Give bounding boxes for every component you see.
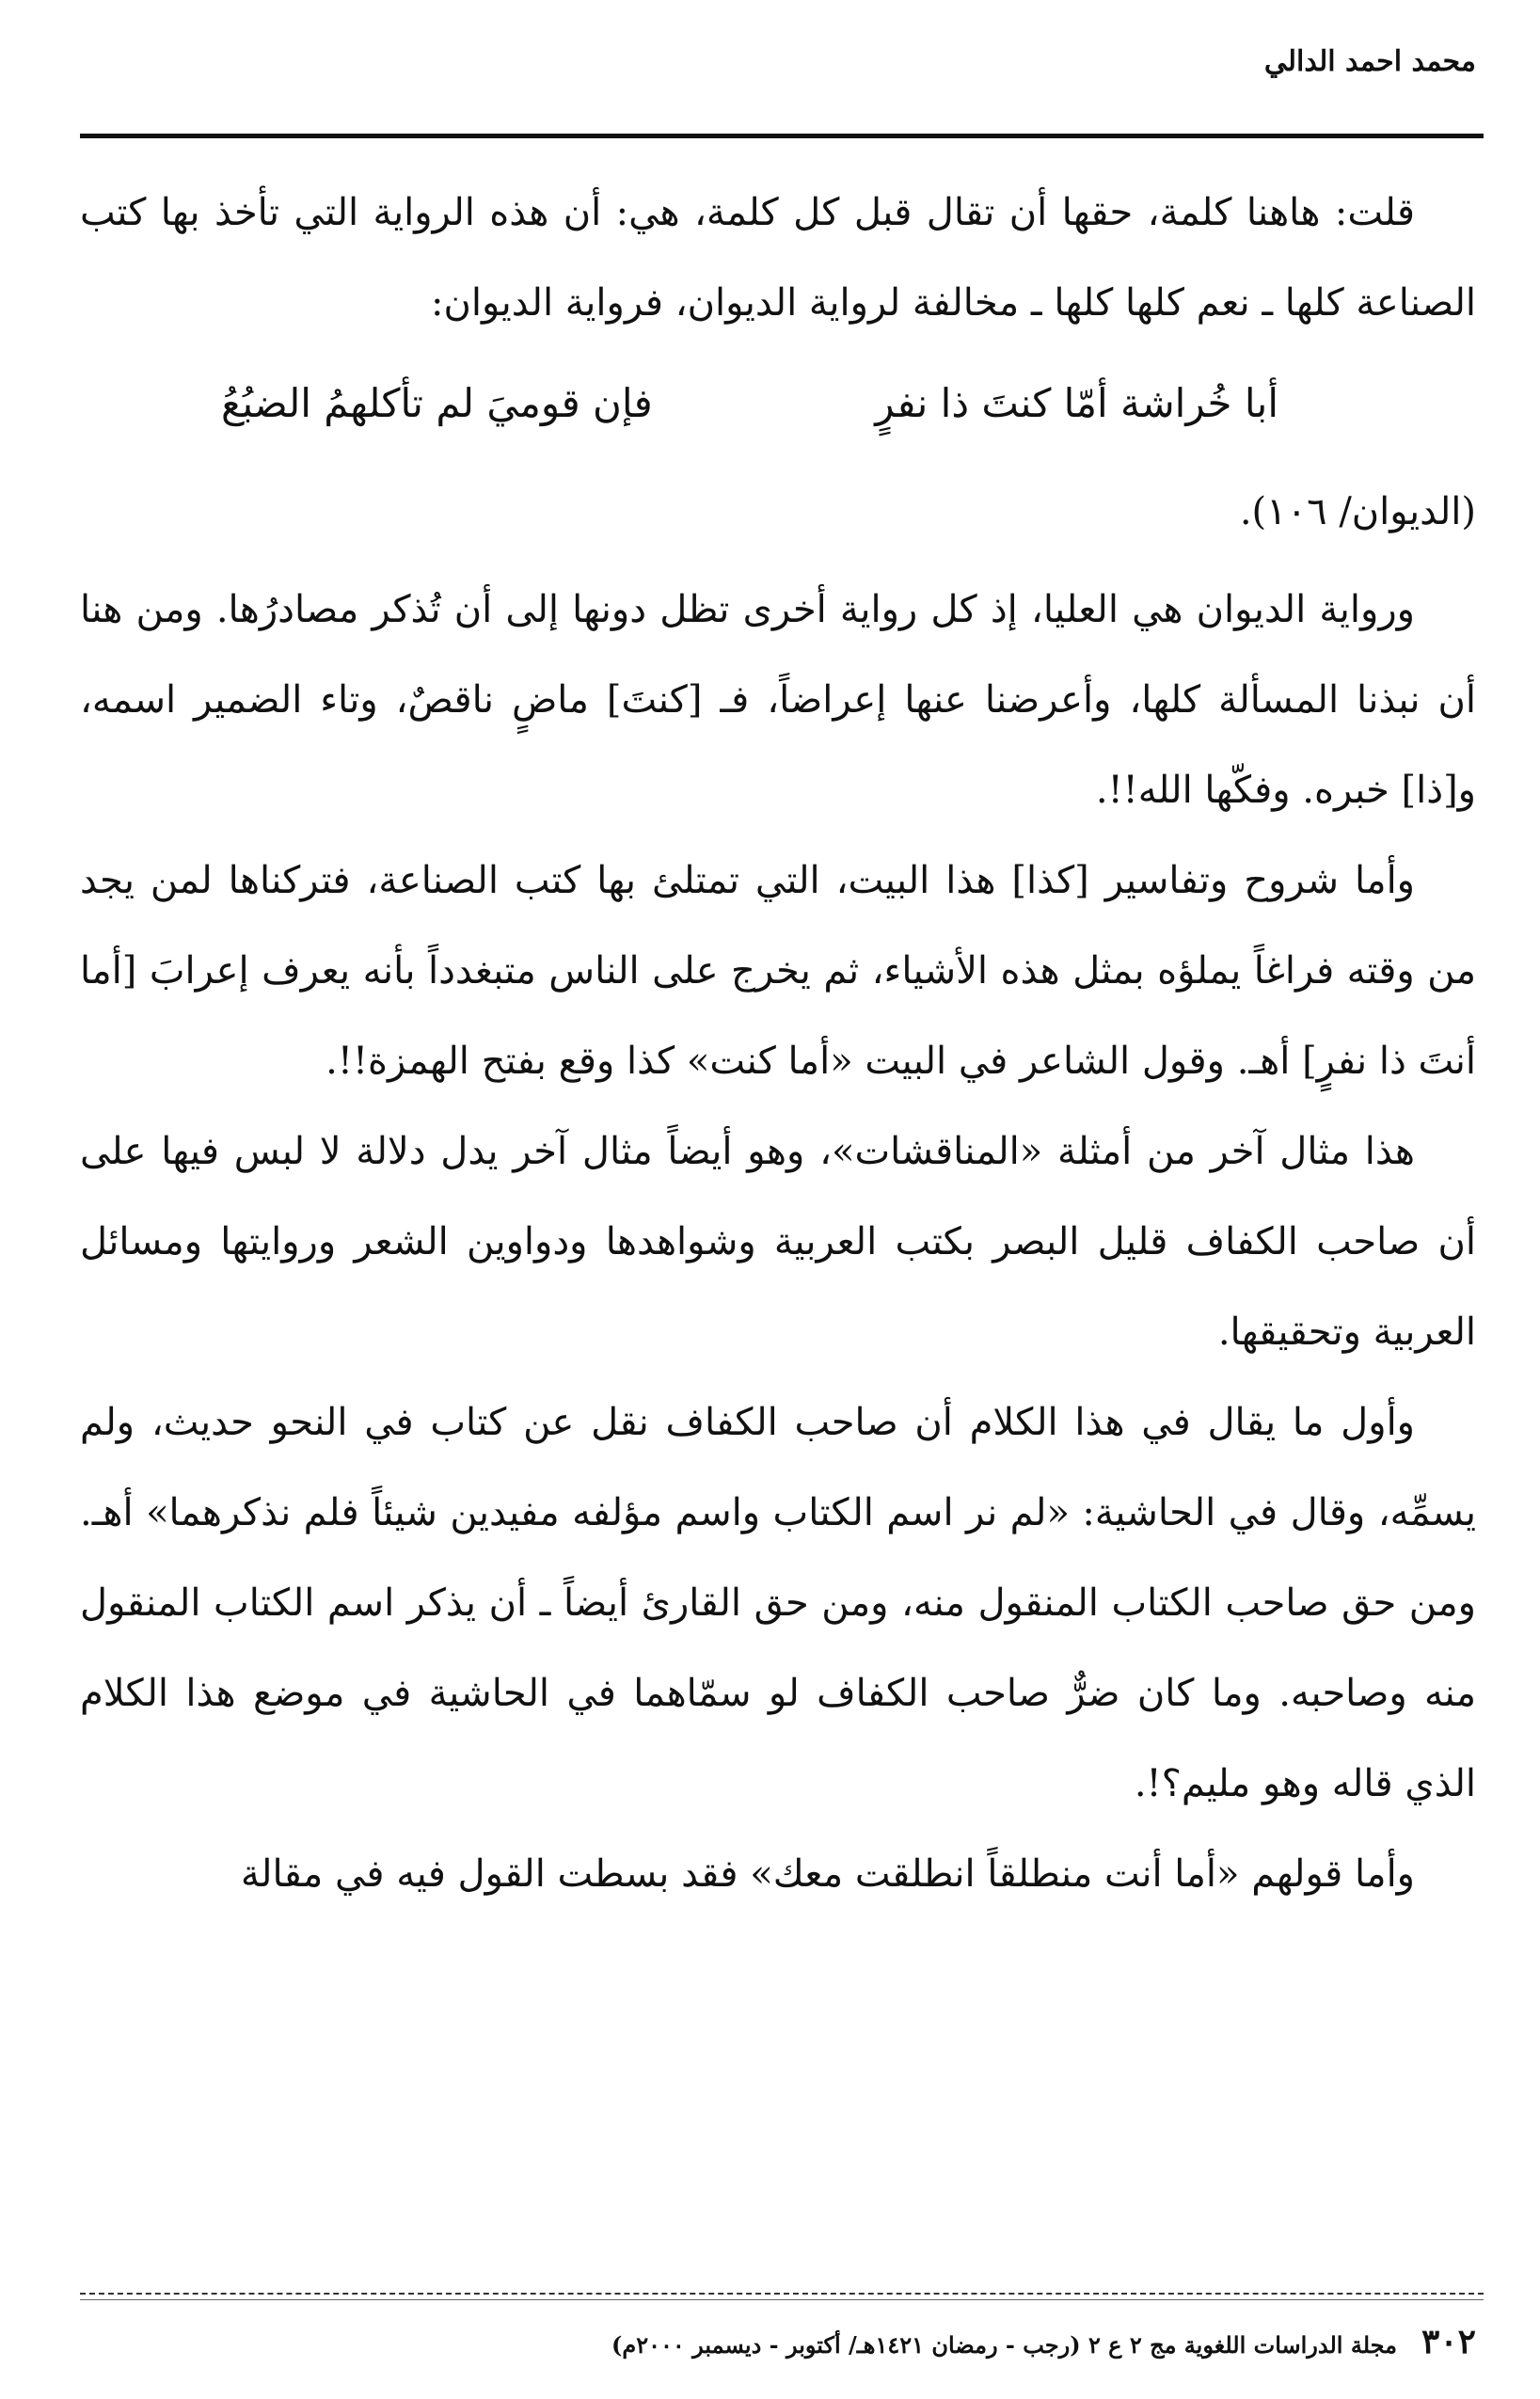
body-text	[80, 167, 1476, 1919]
poetry-verse	[80, 348, 1476, 459]
running-head-author: محمد احمد الدالي	[1263, 45, 1476, 78]
paragraph-6: وأما قولهم «أما أنت منطلقاً انطلقت معك» فقد بسطت القول فيه في مقالة	[240, 1852, 1415, 1896]
verse-second-hemistich: فإن قوميَ لم تأكلهمُ الضبُعُ	[221, 380, 653, 426]
paragraph-5: وأول ما يقال في هذا الكلام أن صاحب الكفاف نقل عن كتاب في النحو حديث، ولم يسمِّه، وقال في الحاشية: «لم نر اسم الكتاب واسم مؤلفه مفيدين شيئاً فلم نذكرهما» أهـ. ومن حق صاحب الكتاب المنقول منه، ومن حق القارئ أيضاً ـ أن يذكر اسم الكتاب المنقول منه وصاحبه. وما كان ضرٌّ صاحب الكفاف لو سمّاهما في الحاشية في موضع هذا الكلام الذي قاله وهو مليم؟!.	[80, 1401, 1477, 1805]
paragraph-4: هذا مثال آخر من أمثلة «المناقشات»، وهو أيضاً مثال آخر يدل دلالة لا لبس فيها على أن صاحب الكفاف قليل البصر بكتب العربية وشواهدها ودواوين الشعر وروايتها ومسائل العربية وتحقيقها.	[80, 1130, 1476, 1354]
journal-citation: مجلة الدراسات اللغوية مج ٢ ع ٢ (رجب - رمضان ١٤٢١هـ/ أكتوبر - ديسمبر ٢٠٠٠م)	[611, 2331, 1397, 2359]
verse-first-hemistich: أبا خُراشة أمّا كنتَ ذا نفرٍ	[875, 380, 1278, 426]
paragraph-1: قلت: هاهنا كلمة، حقها أن تقال قبل كل كلمة، هي: أن هذه الرواية التي تأخذ بها كتب الصناعة كلها ـ نعم كلها كلها ـ مخالفة لرواية الديوان، فرواية الديوان:	[80, 191, 1476, 325]
paragraph-3: وأما شروح وتفاسير [كذا] هذا البيت، التي تمتلئ بها كتب الصناعة، فتركناها لمن يجد من وقته فراغاً يملؤه بمثل هذه الأشياء، ثم يخرج على الناس متبغدداً بأنه يعرف إعرابَ [أما أنتَ ذا نفرٍ] أهـ. وقول الشاعر في البيت «أما كنت» كذا وقع بفتح الهمزة!!.	[80, 859, 1476, 1083]
verse-citation: (الديوان/ ١٠٦).	[1239, 490, 1476, 533]
page-footer	[611, 2322, 1476, 2361]
footer-rule	[80, 2293, 1484, 2295]
page-number: ٣٠٢	[1421, 2322, 1476, 2361]
paragraph-2: ورواية الديوان هي العليا، إذ كل رواية أخرى تظل دونها إلى أن تُذكر مصادرُها. ومن هنا أن نبذنا المسألة كلها، وأعرضنا عنها إعراضاً، فـ [كنتَ] ماضٍ ناقصٌ، وتاء الضمير اسمه، و[ذا] خبره. وفكّها الله!!.	[80, 588, 1476, 812]
header-rule	[80, 134, 1484, 138]
footer-rule-thin	[80, 2299, 1484, 2300]
